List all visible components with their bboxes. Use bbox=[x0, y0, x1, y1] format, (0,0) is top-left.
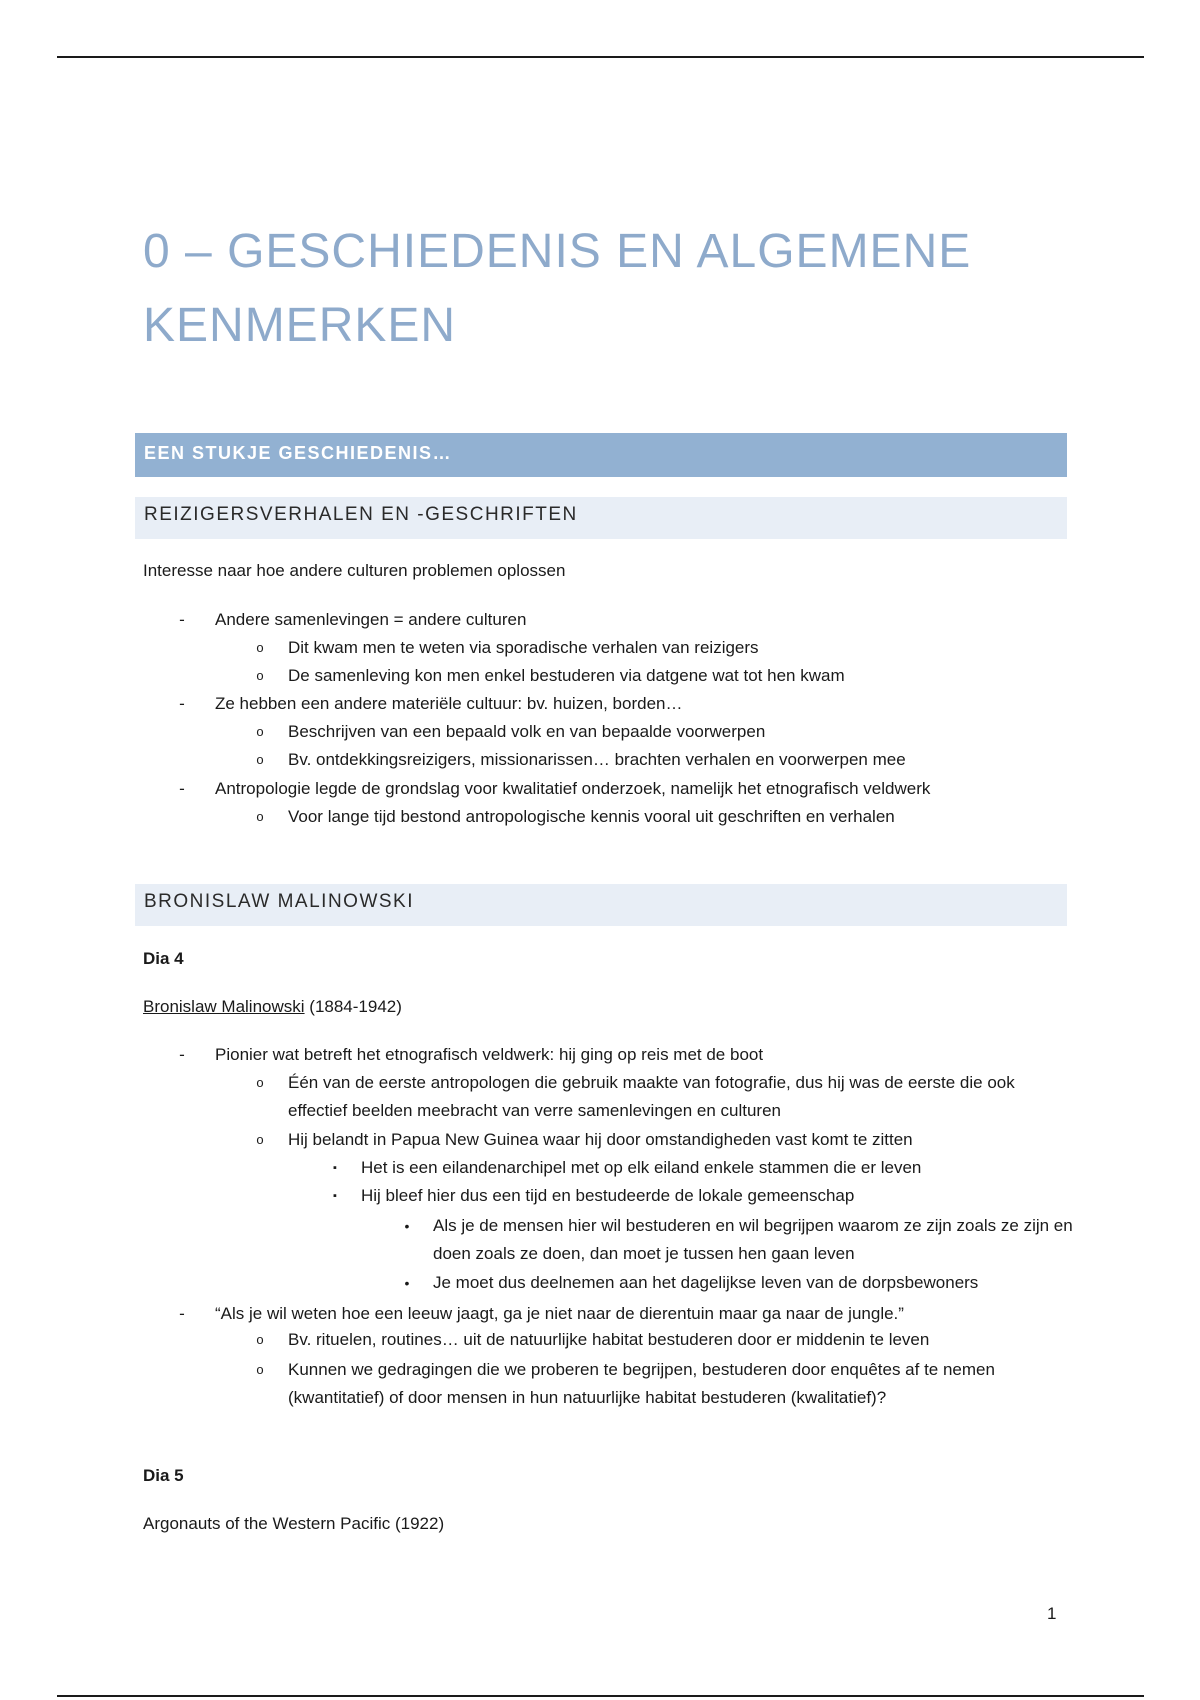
heading-een-stukje-geschiedenis: EEN STUKJE GESCHIEDENIS… bbox=[135, 433, 1067, 477]
circle-marker: o bbox=[256, 1075, 264, 1090]
heading-reizigersverhalen: REIZIGERSVERHALEN EN -GESCHRIFTEN bbox=[135, 497, 1067, 539]
malinowski-years: (1884-1942) bbox=[304, 997, 402, 1016]
circle-marker: o bbox=[256, 809, 264, 824]
heading-bronislaw-malinowski: BRONISLAW MALINOWSKI bbox=[135, 884, 1067, 926]
bullet-marker: • bbox=[404, 1218, 410, 1234]
dash-marker: - bbox=[179, 1045, 185, 1064]
page-number: 1 bbox=[1047, 1604, 1057, 1623]
list-item: o Voor lange tijd bestond antropologische kennis vooral uit geschriften en verhalen bbox=[288, 803, 1078, 831]
dia-5-label: Dia 5 bbox=[143, 1466, 184, 1485]
list-item: ▪ Het is een eilandenarchipel met op elk eiland enkele stammen die er leven bbox=[361, 1154, 1081, 1182]
list-item: - Pionier wat betreft het etnografisch veldwerk: hij ging op reis met de boot bbox=[215, 1041, 1075, 1069]
list-item: ▪ Hij bleef hier dus een tijd en bestudeerde de lokale gemeenschap bbox=[361, 1182, 1081, 1210]
dash-marker: - bbox=[179, 1304, 185, 1323]
list-item: o Dit kwam men te weten via sporadische verhalen van reizigers bbox=[288, 634, 1078, 662]
dia-4-label: Dia 4 bbox=[143, 949, 184, 968]
square-marker: ▪ bbox=[333, 1162, 337, 1174]
list-item: o Beschrijven van een bepaald volk en van bepaalde voorwerpen bbox=[288, 718, 1078, 746]
list-item: • Je moet dus deelnemen aan het dagelijkse leven van de dorpsbewoners bbox=[433, 1269, 1083, 1297]
intro-paragraph: Interesse naar hoe andere culturen problemen oplossen bbox=[143, 561, 566, 580]
list-item: - “Als je wil weten hoe een leeuw jaagt, ga je niet naar de dierentuin maar ga naar de jungle.” bbox=[215, 1300, 1075, 1328]
square-marker: ▪ bbox=[333, 1190, 337, 1202]
dash-marker: - bbox=[179, 610, 185, 629]
circle-marker: o bbox=[256, 724, 264, 739]
list-item: o Kunnen we gedragingen die we proberen te begrijpen, bestuderen door enquêtes af te nemen (kwantitatief) of door mensen in hun natuurlijke habitat bestuderen (kwalitatief)? bbox=[288, 1356, 1078, 1412]
list-item: o Bv. ontdekkingsreizigers, missionarissen… brachten verhalen en voorwerpen mee bbox=[288, 746, 1078, 774]
bullet-marker: • bbox=[404, 1275, 410, 1291]
circle-marker: o bbox=[256, 752, 264, 767]
circle-marker: o bbox=[256, 640, 264, 655]
malinowski-line bbox=[143, 993, 402, 1021]
circle-marker: o bbox=[256, 1132, 264, 1147]
list-item: o Één van de eerste antropologen die gebruik maakte van fotografie, dus hij was de eerste die ook effectief beelden meebracht van verre samenlevingen en culturen bbox=[288, 1069, 1078, 1125]
circle-marker: o bbox=[256, 668, 264, 683]
list-item: - Antropologie legde de grondslag voor kwalitatief onderzoek, namelijk het etnografisch veldwerk bbox=[215, 775, 1075, 803]
page-title: 0 – GESCHIEDENIS EN ALGEMENE KENMERKEN bbox=[143, 225, 972, 352]
footer-rule bbox=[57, 1695, 1144, 1697]
dash-marker: - bbox=[179, 779, 185, 798]
list-item: o Bv. rituelen, routines… uit de natuurlijke habitat bestuderen door er middenin te leven bbox=[288, 1326, 1078, 1354]
list-item: o Hij belandt in Papua New Guinea waar hij door omstandigheden vast komt te zitten bbox=[288, 1126, 1078, 1154]
argonauts-line: Argonauts of the Western Pacific (1922) bbox=[143, 1514, 445, 1533]
circle-marker: o bbox=[256, 1332, 264, 1347]
list-item: • Als je de mensen hier wil bestuderen en wil begrijpen waarom ze zijn zoals ze zijn en doen zoals ze doen, dan moet je tussen hen gaan leven bbox=[433, 1212, 1083, 1268]
malinowski-link[interactable]: Bronislaw Malinowski bbox=[143, 997, 305, 1016]
list-item: - Ze hebben een andere materiële cultuur: bv. huizen, borden… bbox=[215, 690, 1075, 718]
header-rule bbox=[57, 56, 1144, 58]
list-item: - Andere samenlevingen = andere culturen bbox=[215, 606, 1075, 634]
dash-marker: - bbox=[179, 694, 185, 713]
circle-marker: o bbox=[256, 1362, 264, 1377]
list-item: o De samenleving kon men enkel bestuderen via datgene wat tot hen kwam bbox=[288, 662, 1078, 690]
